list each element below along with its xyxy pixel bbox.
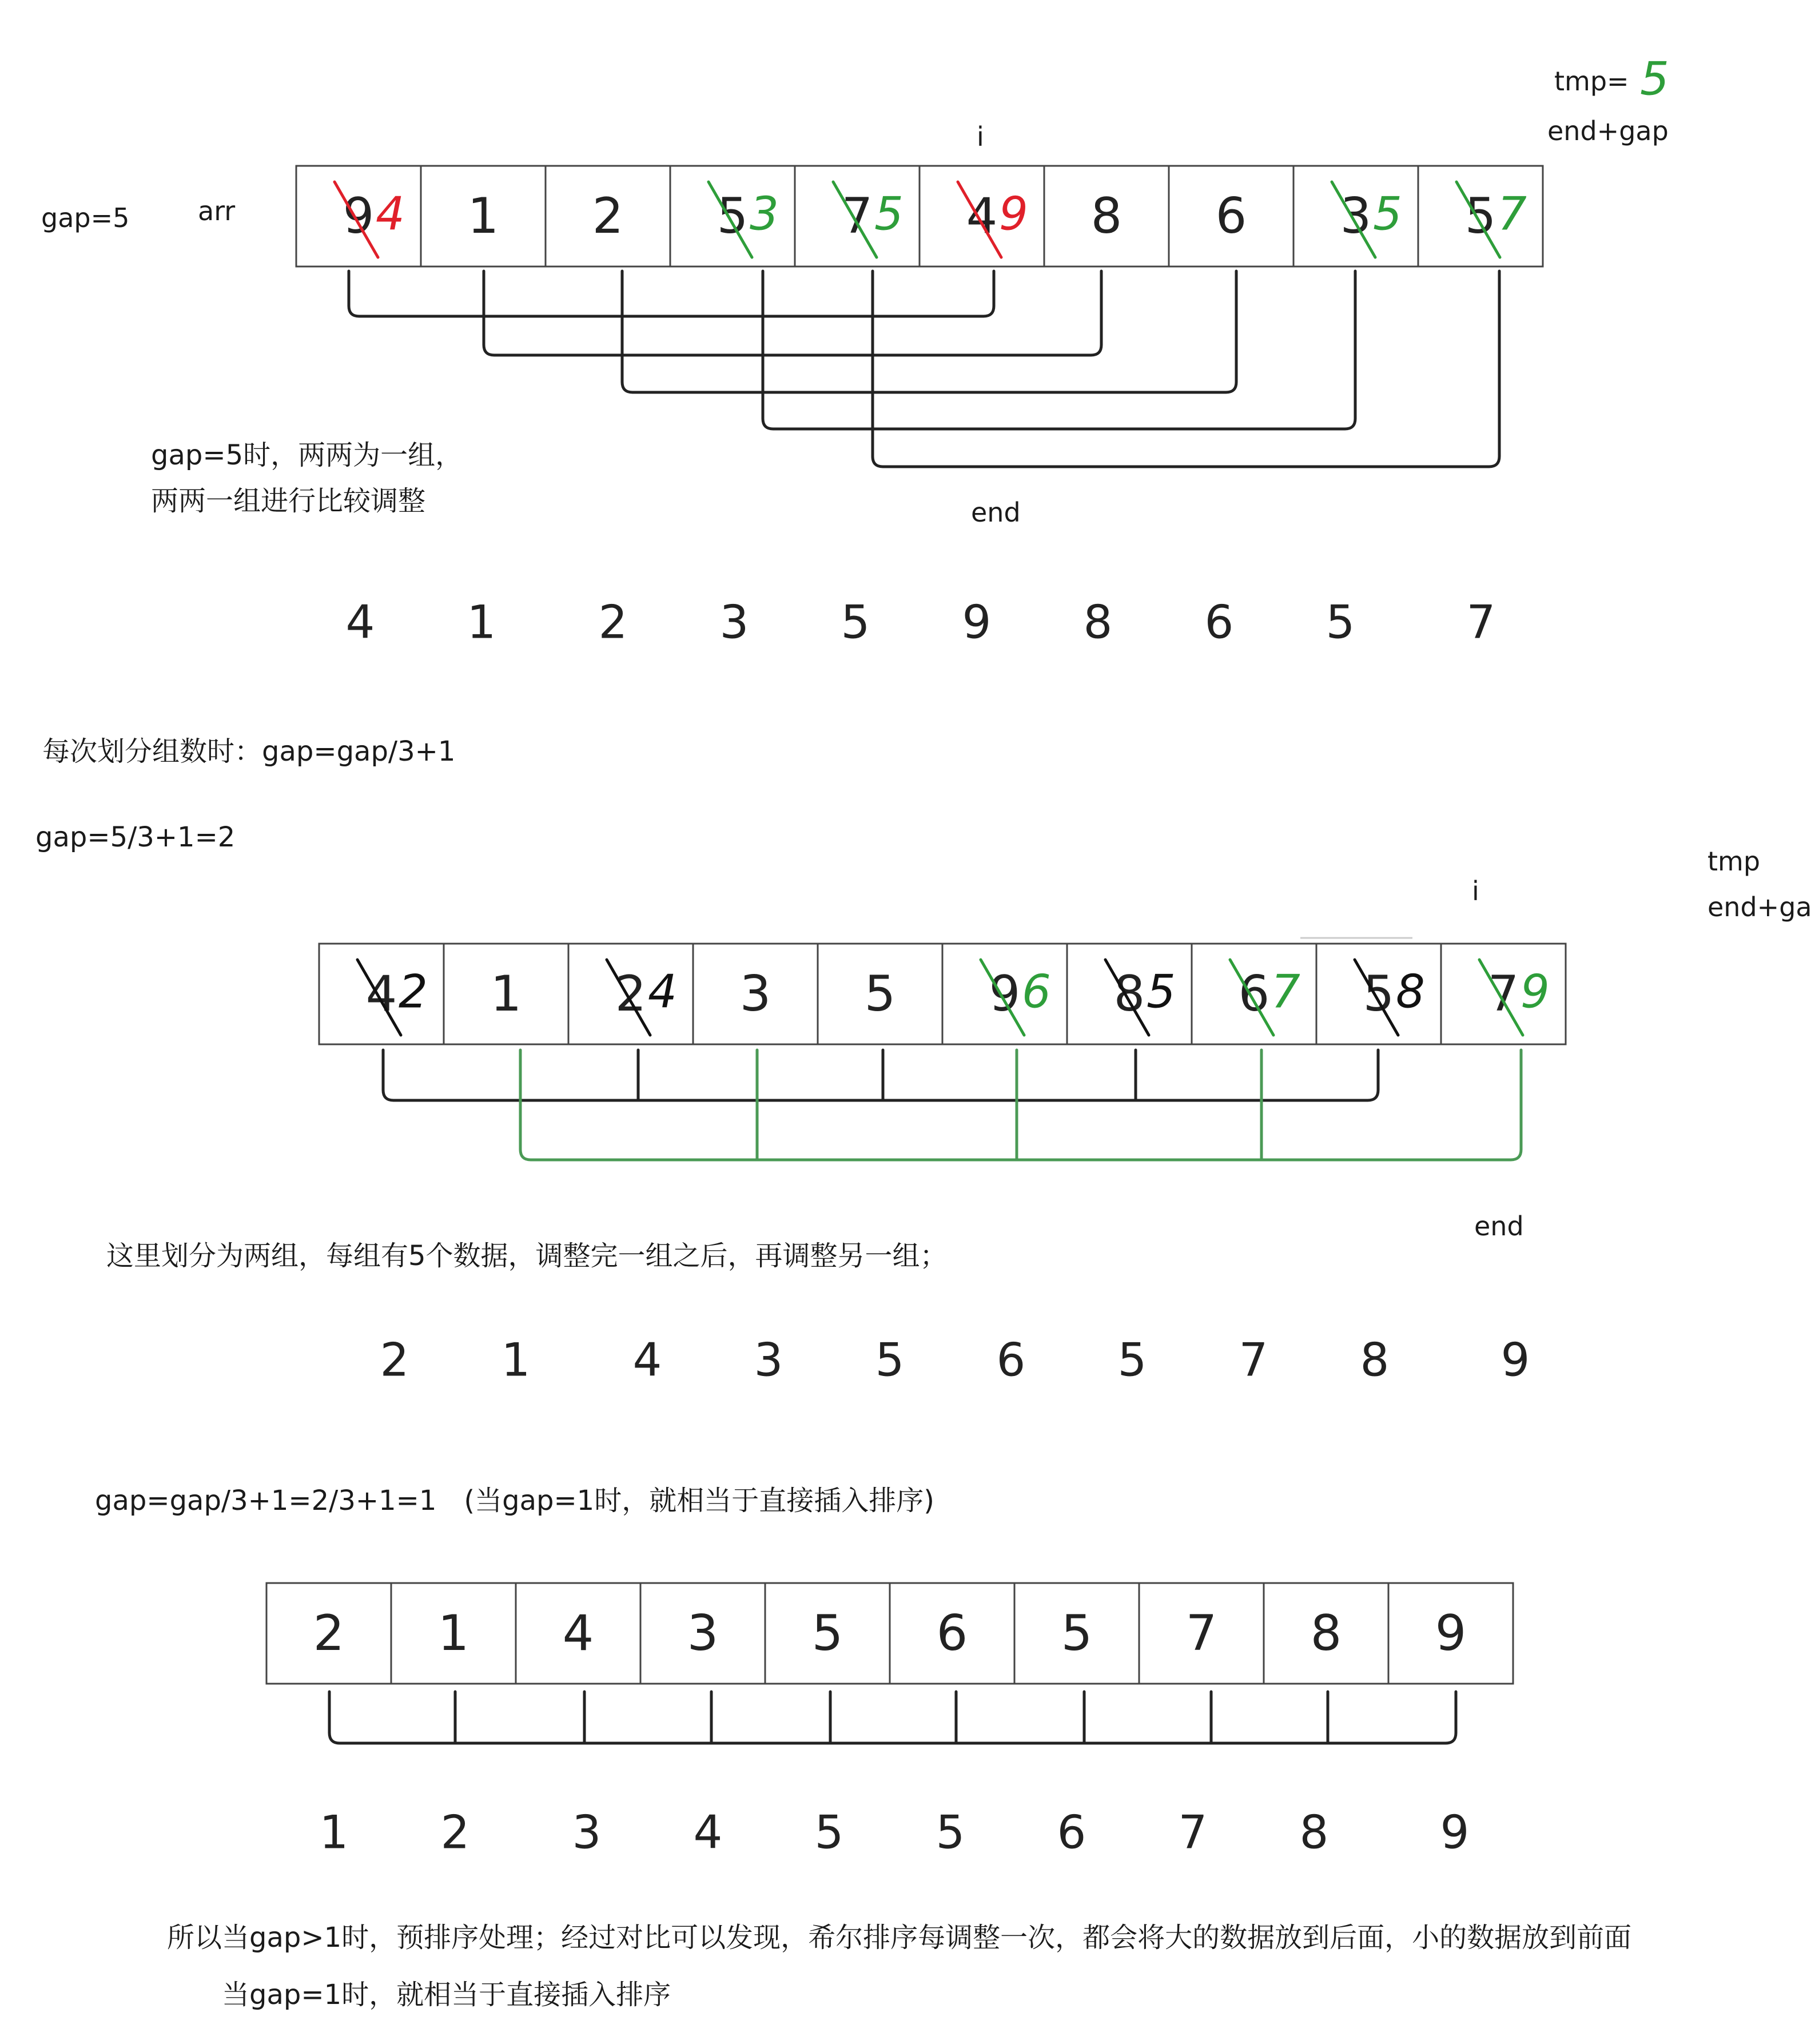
cell-value: 5 <box>1363 965 1395 1023</box>
cell-value: 3 <box>1340 188 1372 245</box>
result-value: 1 <box>501 1333 531 1387</box>
cell-value: 4 <box>562 1605 594 1662</box>
cell-value: 5 <box>1061 1605 1093 1662</box>
result-value: 6 <box>1204 595 1234 649</box>
cell-value: 5 <box>1464 188 1496 245</box>
cell-value: 2 <box>592 188 624 245</box>
result-value: 8 <box>1083 595 1113 649</box>
corrected-value: 5 <box>874 187 903 241</box>
cell-value: 6 <box>1238 965 1270 1023</box>
formula-gap-rule: 每次划分组数时：gap=gap/3+1 <box>42 735 456 768</box>
result-value: 8 <box>1360 1333 1390 1387</box>
result-value: 1 <box>319 1806 349 1859</box>
i-label-2: i <box>1472 876 1479 906</box>
tmp-label: tmp= <box>1554 66 1629 97</box>
corrected-value: 5 <box>1373 187 1402 241</box>
result-row-1 <box>346 596 1496 649</box>
group-bracket-green <box>520 1050 1521 1160</box>
corrected-value: 3 <box>750 187 779 241</box>
cell-value: 3 <box>687 1605 719 1662</box>
group-bracket <box>349 271 994 316</box>
corrected-value: 4 <box>376 187 405 241</box>
result-value: 3 <box>572 1806 602 1859</box>
cell-value: 1 <box>490 965 522 1023</box>
corrected-value: 2 <box>399 965 428 1019</box>
corrected-value: 4 <box>648 965 677 1019</box>
cell-value: 6 <box>1215 188 1247 245</box>
cell-value: 7 <box>1487 965 1519 1023</box>
tmp-label-2: tmp <box>1707 846 1761 877</box>
cell-value: 7 <box>1185 1605 1217 1662</box>
cell-value: 8 <box>1090 188 1123 245</box>
end-label: end <box>971 497 1021 528</box>
corrected-value: 7 <box>1498 187 1527 241</box>
cell-value: 1 <box>467 188 499 245</box>
group-bracket <box>622 271 1236 392</box>
result-row-2 <box>380 1334 1530 1387</box>
group-bracket <box>873 271 1499 467</box>
corrected-value: 6 <box>1022 965 1051 1019</box>
cell-value: 2 <box>313 1605 345 1662</box>
result-value: 1 <box>467 595 496 649</box>
note-line-2: 两两一组进行比较调整 <box>151 485 426 517</box>
cell-value: 3 <box>739 965 771 1023</box>
i-label: i <box>977 121 984 152</box>
cell-value: 5 <box>717 188 749 245</box>
corrected-value: 9 <box>999 187 1028 241</box>
result-value: 6 <box>996 1333 1026 1387</box>
result-value: 2 <box>598 595 628 649</box>
result-value: 5 <box>936 1806 965 1859</box>
array-row-1 <box>296 166 1543 267</box>
gap-label: gap=5 <box>41 202 130 233</box>
result-value: 6 <box>1057 1806 1086 1859</box>
group-brackets-1 <box>349 271 1499 467</box>
end-gap-label-2: end+ga <box>1707 892 1812 922</box>
corrected-value: 9 <box>1521 965 1550 1019</box>
formula-gap-2: gap=5/3+1=2 <box>35 821 236 853</box>
result-value: 5 <box>875 1333 905 1387</box>
array-row-3 <box>266 1583 1513 1684</box>
cell-value: 9 <box>989 965 1021 1023</box>
cell-value: 4 <box>966 188 998 245</box>
tmp-value: 5 <box>1640 52 1669 106</box>
result-value: 5 <box>841 595 870 649</box>
result-value: 4 <box>345 595 375 649</box>
conclusion-line-1: 所以当gap>1时，预排序处理；经过对比可以发现，希尔排序每调整一次，都会将大的数据放到后面，小的数据放到前面 <box>167 1922 1632 1954</box>
note-two-groups: 这里划分为两组，每组有5个数据，调整完一组之后，再调整另一组； <box>106 1240 948 1272</box>
end-gap-label: end+gap <box>1547 116 1669 146</box>
cell-value: 7 <box>841 188 873 245</box>
arr-label: arr <box>198 196 236 226</box>
group-bracket <box>329 1692 1456 1743</box>
corrected-value: 7 <box>1271 965 1300 1019</box>
corrected-value: 8 <box>1396 965 1425 1019</box>
result-value: 5 <box>1117 1333 1147 1387</box>
cell-value: 1 <box>437 1605 469 1662</box>
result-value: 5 <box>814 1806 844 1859</box>
result-value: 4 <box>693 1806 723 1859</box>
cell-value: 5 <box>864 965 896 1023</box>
array-row-2 <box>319 944 1566 1044</box>
conclusion-line-2: 当gap=1时，就相当于直接插入排序 <box>222 1979 671 2011</box>
group-bracket <box>484 271 1101 355</box>
cell-value: 8 <box>1310 1605 1342 1662</box>
result-value: 3 <box>754 1333 783 1387</box>
cell-value: 8 <box>1113 965 1145 1023</box>
result-value: 9 <box>962 595 992 649</box>
result-value: 4 <box>632 1333 662 1387</box>
end-label-2: end <box>1474 1211 1524 1242</box>
result-value: 7 <box>1466 595 1496 649</box>
result-value: 9 <box>1500 1333 1530 1387</box>
result-value: 2 <box>380 1333 409 1387</box>
result-value: 3 <box>719 595 749 649</box>
corrected-value: 5 <box>1147 965 1176 1019</box>
cell-value: 4 <box>365 965 397 1023</box>
group-brackets-3 <box>329 1692 1456 1743</box>
result-value: 8 <box>1299 1806 1329 1859</box>
result-value: 9 <box>1440 1806 1470 1859</box>
group-bracket <box>763 271 1355 429</box>
result-value: 7 <box>1239 1333 1268 1387</box>
result-value: 7 <box>1178 1806 1208 1859</box>
cell-value: 9 <box>1435 1605 1467 1662</box>
cell-value: 6 <box>936 1605 968 1662</box>
cell-value: 2 <box>615 965 647 1023</box>
cell-value: 5 <box>811 1605 843 1662</box>
group-brackets-2 <box>383 1050 1521 1160</box>
formula-gap-1: gap=gap/3+1=2/3+1=1 (当gap=1时，就相当于直接插入排序) <box>95 1485 934 1517</box>
group-bracket-black <box>383 1050 1378 1100</box>
result-row-3 <box>320 1806 1470 1859</box>
cell-value: 9 <box>343 188 375 245</box>
note-line-1: gap=5时，两两为一组， <box>151 439 463 471</box>
result-value: 5 <box>1326 595 1355 649</box>
result-value: 2 <box>440 1806 470 1859</box>
